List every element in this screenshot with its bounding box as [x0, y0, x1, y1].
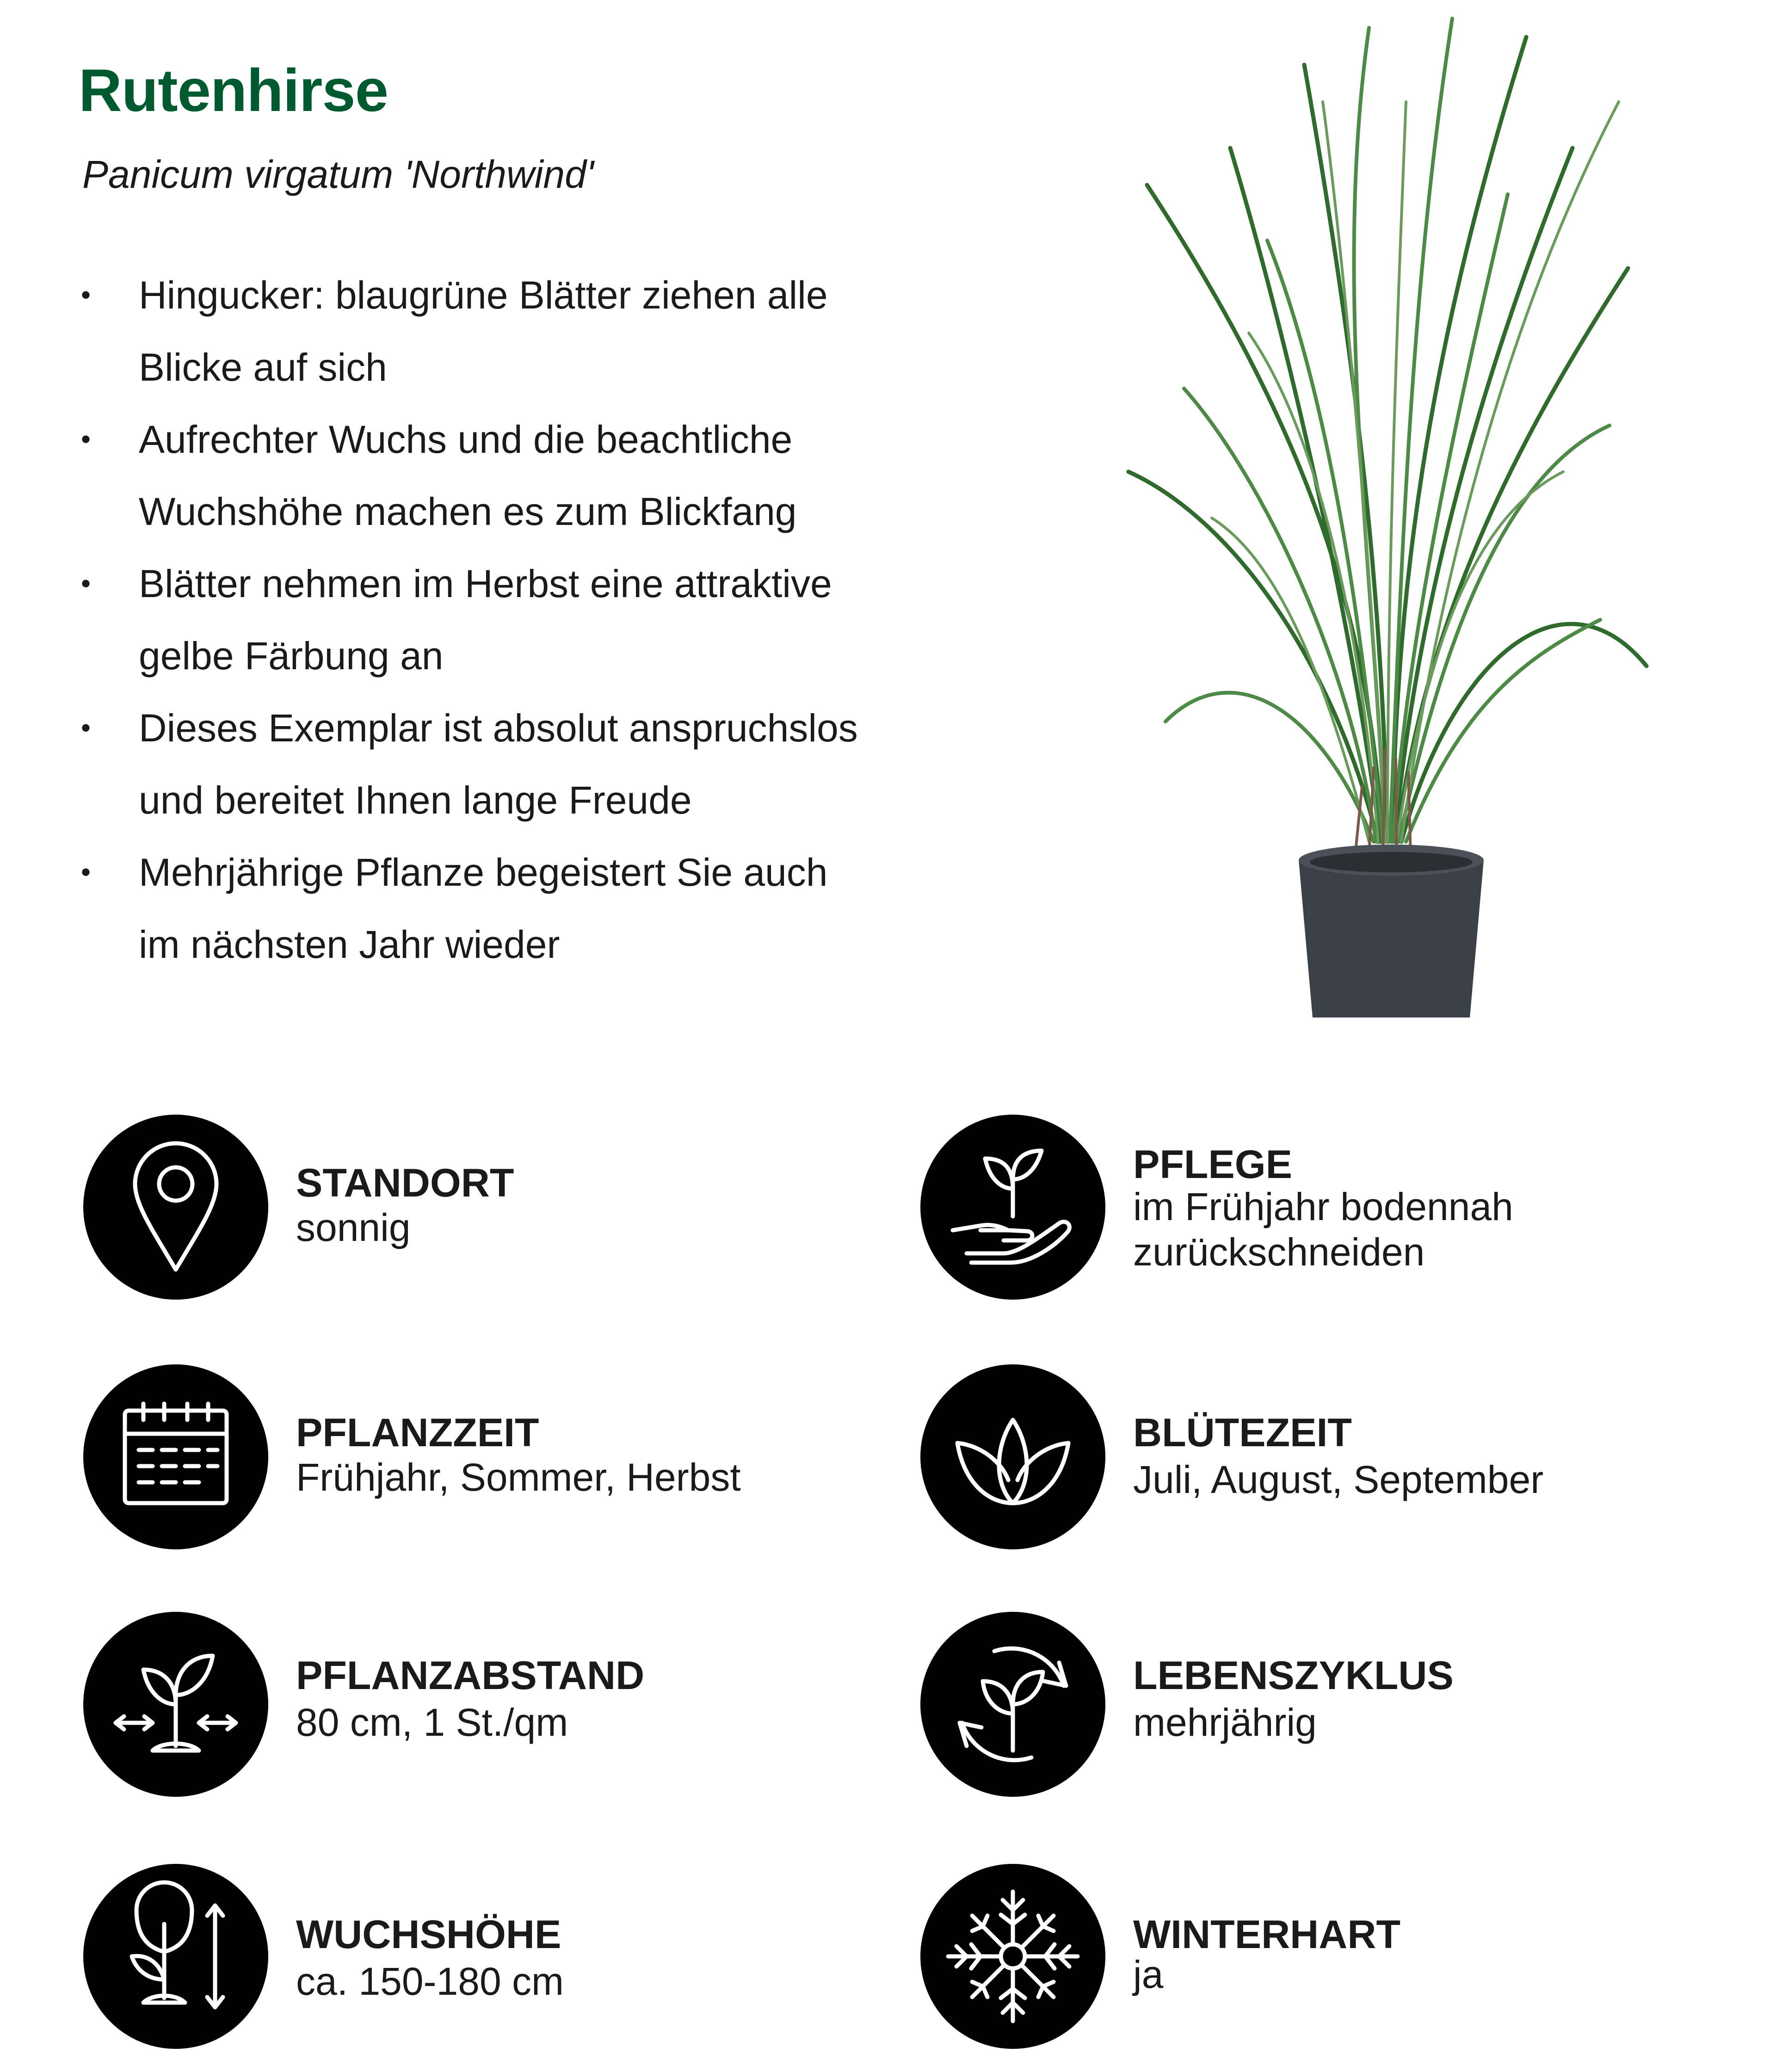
bullet-text: Hingucker: blaugrüne Blätter ziehen alle Blicke auf sich: [139, 273, 828, 389]
botanical-name: Panicum virgatum 'Northwind': [82, 153, 594, 196]
snowflake-icon: [920, 1864, 1105, 2049]
feature-bullet-list: [79, 259, 902, 980]
plant-photo: [1110, 9, 1656, 1018]
list-item: [79, 259, 902, 403]
feature-value: 80 cm, 1 St./qm: [296, 1701, 568, 1744]
feature-lebenszyklus: [920, 1612, 1707, 1797]
list-item: [79, 403, 902, 548]
bullet-icon: •: [81, 857, 91, 888]
feature-value: Juli, August, September: [1133, 1458, 1544, 1501]
bullet-text: Blätter nehmen im Herbst eine attraktive gelbe Färbung an: [139, 562, 832, 678]
feature-value: Frühjahr, Sommer, Herbst: [296, 1455, 741, 1499]
feature-label: STANDORT: [296, 1161, 514, 1205]
feature-bluetezeit: [920, 1364, 1707, 1549]
lifecycle-icon: [920, 1612, 1105, 1797]
list-item: [79, 692, 902, 836]
feature-winterhart: [920, 1864, 1707, 2049]
feature-standort: [83, 1115, 870, 1300]
bullet-icon: •: [81, 279, 91, 310]
bullet-icon: •: [81, 424, 91, 455]
feature-pflanzzeit: [83, 1364, 870, 1549]
list-item: [79, 836, 902, 980]
plant-height-icon: [83, 1864, 268, 2049]
feature-pflanzabstand: [83, 1612, 870, 1797]
feature-label: LEBENSZYKLUS: [1133, 1653, 1454, 1698]
feature-label: PFLANZABSTAND: [296, 1653, 645, 1698]
feature-value: ca. 150-180 cm: [296, 1960, 564, 2003]
bullet-icon: •: [81, 568, 91, 599]
product-title: Rutenhirse: [79, 56, 388, 124]
feature-label: BLÜTEZEIT: [1133, 1411, 1352, 1455]
location-pin-icon: [83, 1115, 268, 1300]
feature-pflege: [920, 1115, 1707, 1300]
feature-label: PFLANZZEIT: [296, 1411, 539, 1455]
hand-seedling-icon: [920, 1115, 1105, 1300]
feature-label: WUCHSHÖHE: [296, 1912, 561, 1957]
plant-spacing-icon: [83, 1612, 268, 1797]
bullet-text: Mehrjährige Pflanze begeistert Sie auch im nächsten Jahr wieder: [139, 851, 828, 966]
feature-label: WINTERHART: [1133, 1912, 1401, 1957]
feature-label: PFLEGE: [1133, 1142, 1293, 1187]
lotus-flower-icon: [920, 1364, 1105, 1549]
feature-value: sonnig: [296, 1206, 411, 1249]
feature-value: mehrjährig: [1133, 1701, 1317, 1744]
calendar-icon: [83, 1364, 268, 1549]
list-item: [79, 548, 902, 692]
bullet-icon: •: [81, 712, 91, 743]
feature-value: ja: [1133, 1953, 1164, 1996]
bullet-text: Aufrechter Wuchs und die beachtliche Wuchshöhe machen es zum Blickfang: [139, 418, 797, 533]
feature-wuchshoehe: [83, 1864, 870, 2049]
bullet-text: Dieses Exemplar ist absolut anspruchslos und bereitet Ihnen lange Freude: [139, 706, 858, 822]
feature-value: im Frühjahr bodennah zurückschneiden: [1133, 1185, 1513, 1274]
